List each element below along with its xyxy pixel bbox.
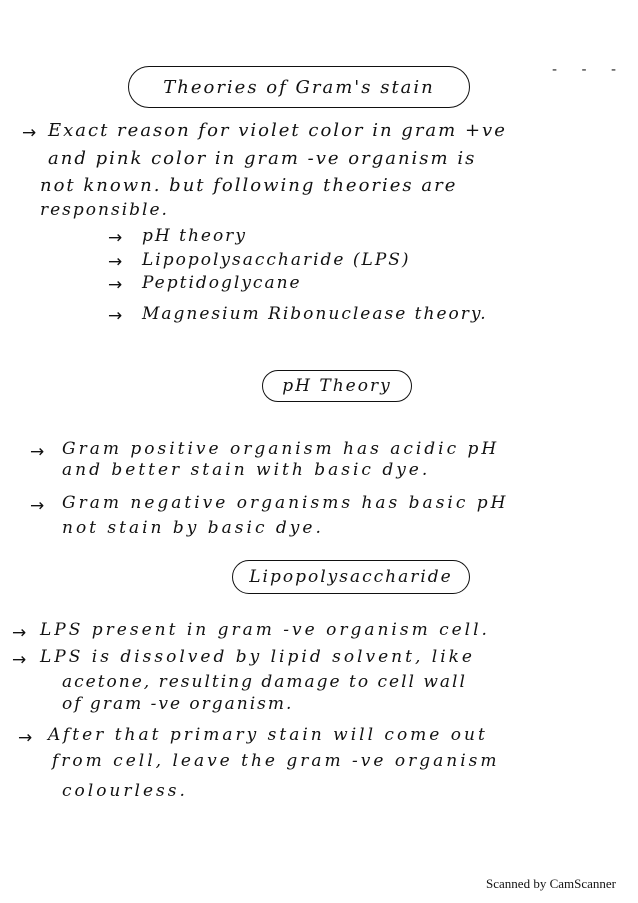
ph-point-2-line-1: Gram negative organisms has basic pH bbox=[62, 493, 509, 513]
arrow-icon: → bbox=[22, 123, 37, 143]
arrow-icon: → bbox=[108, 252, 123, 272]
arrow-icon: → bbox=[12, 650, 27, 670]
theory-item-3: Peptidoglycane bbox=[142, 273, 302, 293]
ph-heading-oval bbox=[262, 370, 412, 402]
ph-point-2-line-2: not stain by basic dye. bbox=[62, 518, 324, 538]
theory-item-1: pH theory bbox=[142, 226, 247, 246]
ph-heading: pH Theory bbox=[282, 376, 392, 396]
lps-point-3-line-3: colourless. bbox=[62, 781, 188, 801]
main-heading: Theories of Gram's stain bbox=[163, 76, 435, 98]
theory-item-4: Magnesium Ribonuclease theory. bbox=[142, 304, 488, 324]
lps-point-2-line-3: of gram -ve organism. bbox=[62, 694, 294, 714]
arrow-icon: → bbox=[108, 306, 123, 326]
intro-line-3: not known. but following theories are bbox=[40, 175, 458, 196]
corner-dashes: - - - bbox=[551, 62, 626, 78]
lps-point-2-line-2: acetone, resulting damage to cell wall bbox=[62, 672, 467, 692]
intro-line-4: responsible. bbox=[40, 200, 169, 220]
lps-point-3-line-1: After that primary stain will come out bbox=[48, 725, 488, 745]
lps-point-3-line-2: from cell, leave the gram -ve organism bbox=[52, 751, 500, 771]
arrow-icon: → bbox=[12, 623, 27, 643]
ph-point-1-line-2: and better stain with basic dye. bbox=[62, 460, 431, 480]
main-heading-oval bbox=[128, 66, 470, 108]
arrow-icon: → bbox=[18, 728, 33, 748]
theory-item-2: Lipopolysaccharide (LPS) bbox=[142, 250, 411, 270]
ph-point-1-line-1: Gram positive organism has acidic pH bbox=[62, 439, 500, 459]
arrow-icon: → bbox=[108, 228, 123, 248]
arrow-icon: → bbox=[30, 442, 45, 462]
arrow-icon: → bbox=[30, 496, 45, 516]
arrow-icon: → bbox=[108, 275, 123, 295]
lps-heading-oval bbox=[232, 560, 470, 594]
scanner-watermark: Scanned by CamScanner bbox=[486, 876, 616, 891]
intro-line-1: Exact reason for violet color in gram +ve bbox=[48, 120, 507, 141]
lps-heading: Lipopolysaccharide bbox=[249, 567, 453, 587]
lps-point-1-line-1: LPS present in gram -ve organism cell. bbox=[40, 620, 490, 640]
intro-line-2: and pink color in gram -ve organism is bbox=[48, 148, 477, 169]
lps-point-2-line-1: LPS is dissolved by lipid solvent, like bbox=[40, 647, 475, 667]
